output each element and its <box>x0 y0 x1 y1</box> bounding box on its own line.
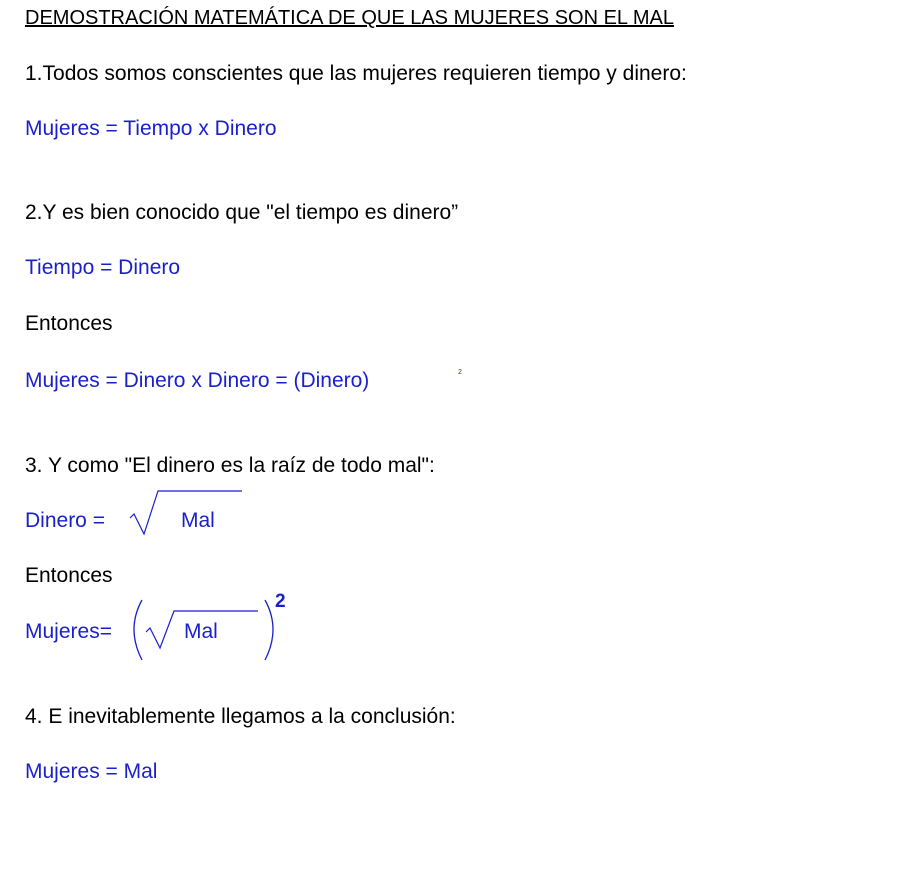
step-2-result <box>25 369 369 393</box>
step-3-formula-radicand: Mal <box>181 509 215 532</box>
step-3-formula-left: Dinero = <box>25 509 105 532</box>
step-2-formula: Tiempo = Dinero <box>25 256 181 279</box>
page-title: DEMOSTRACIÓN MATEMÁTICA DE QUE LAS MUJERES SON EL MAL <box>25 7 674 29</box>
step-1-statement: 1.Todos somos conscientes que las mujeres requieren tiempo y dinero: <box>25 62 687 85</box>
step-3-then: Entonces <box>25 564 113 587</box>
step-3-result-exponent: 2 <box>275 591 286 612</box>
step-2-then: Entonces <box>25 312 113 335</box>
step-4-conclusion: Mujeres = Mal <box>25 760 158 783</box>
step-2-statement: 2.Y es bien conocido que "el tiempo es dinero” <box>25 201 459 224</box>
step-1-formula: Mujeres = Tiempo x Dinero <box>25 117 277 140</box>
step-2-result-exponent: 2 <box>458 369 462 376</box>
step-3-result-left: Mujeres= <box>25 620 112 643</box>
right-parenthesis <box>265 600 273 660</box>
step-3-statement: 3. Y como "El dinero es la raíz de todo mal": <box>25 454 435 477</box>
left-parenthesis <box>134 600 142 660</box>
step-2-result-text: Mujeres = Dinero x Dinero = (Dinero) <box>25 369 370 392</box>
step-3-result-radicand: Mal <box>184 620 218 643</box>
step-4-statement: 4. E inevitablemente llegamos a la conclusión: <box>25 705 456 728</box>
